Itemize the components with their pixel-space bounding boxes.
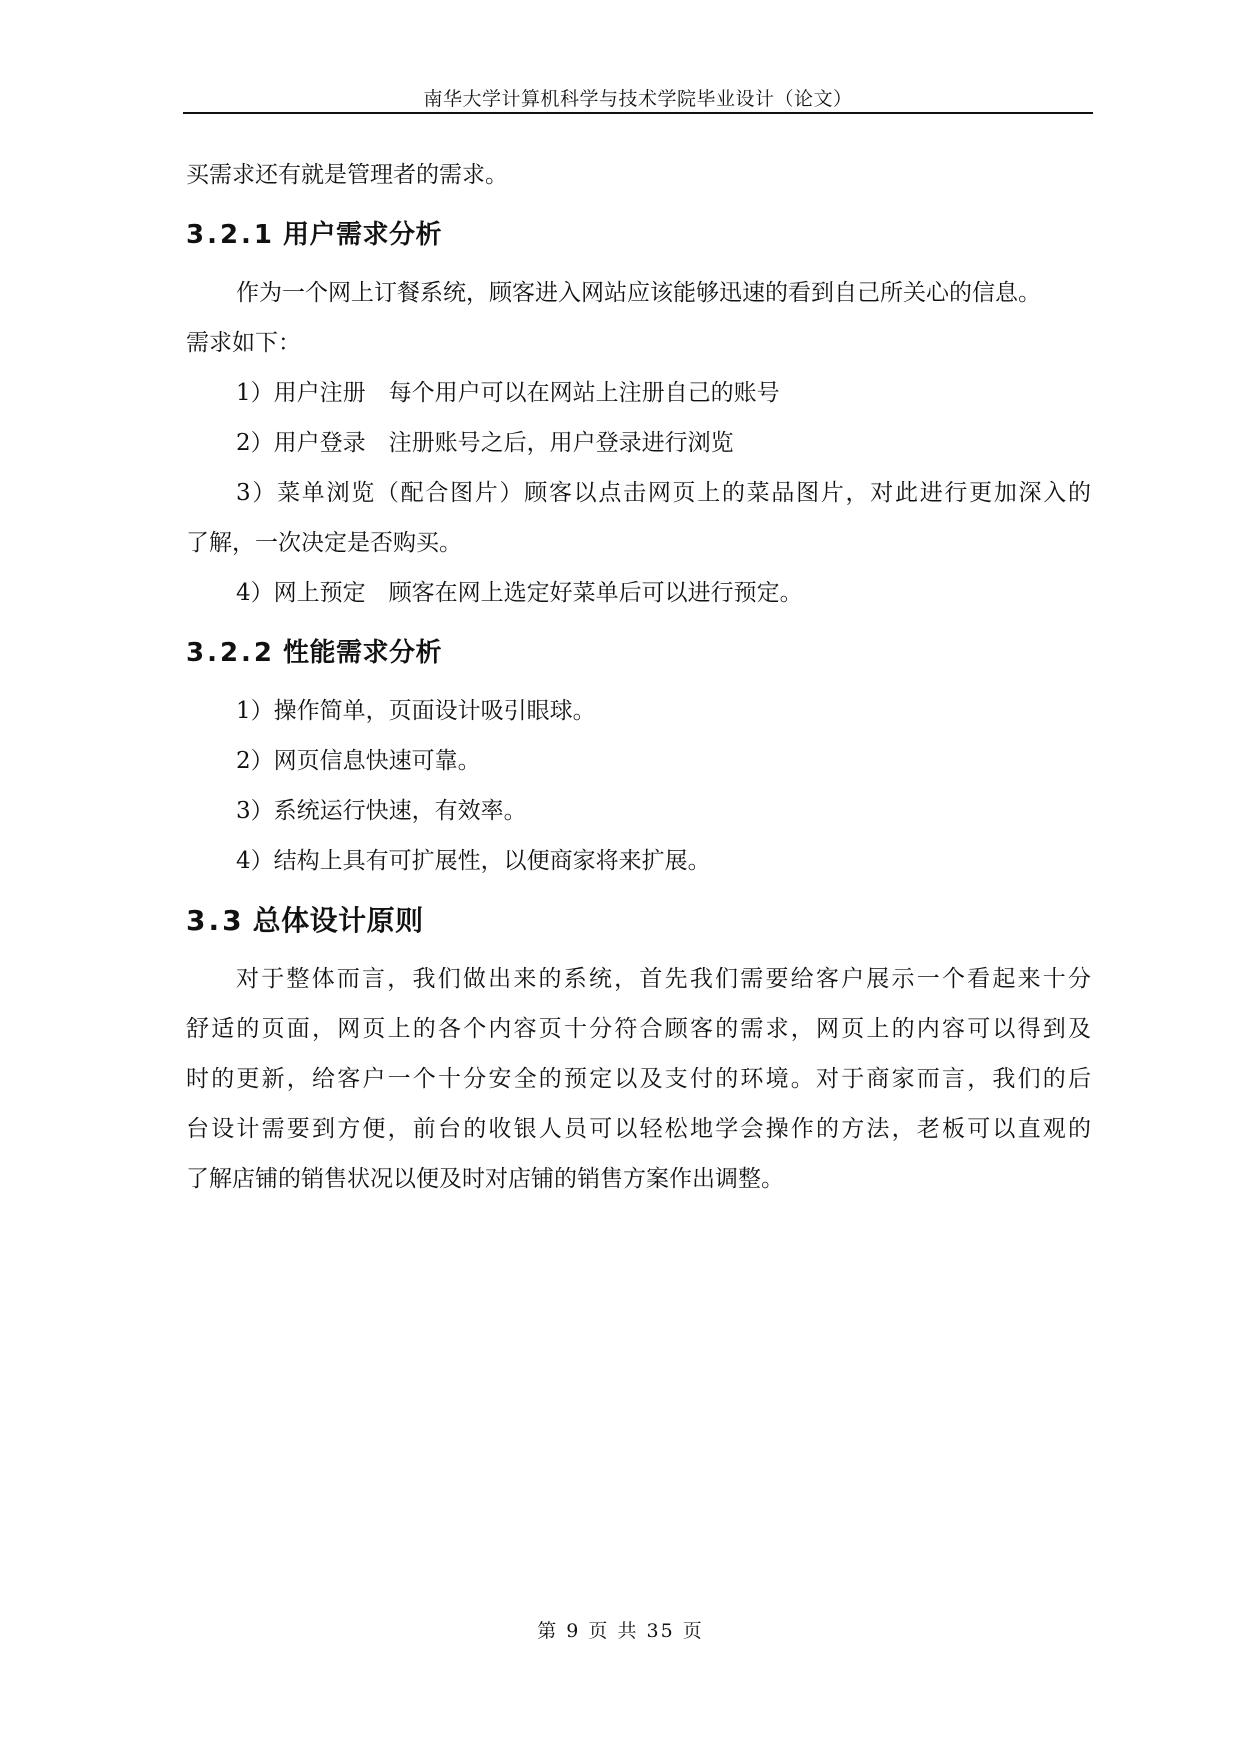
- list-item: 1）操作简单，页面设计吸引眼球。: [236, 698, 596, 724]
- paragraph-line: 对于整体而言，我们做出来的系统，首先我们需要给客户展示一个看起来十分: [236, 966, 1091, 992]
- list-item: 3）系统运行快速，有效率。: [236, 798, 527, 824]
- paragraph-line: 了解店铺的销售状况以便及时对店铺的销售方案作出调整。: [186, 1166, 784, 1192]
- paragraph-line: 作为一个网上订餐系统，顾客进入网站应该能够迅速的看到自己所关心的信息。: [236, 280, 1041, 306]
- paragraph-line: 需求如下：: [186, 330, 301, 356]
- list-item: 4）结构上具有可扩展性，以便商家将来扩展。: [236, 848, 711, 874]
- paragraph-line: 台设计需要到方便，前台的收银人员可以轻松地学会操作的方法，老板可以直观的: [186, 1116, 1091, 1142]
- section-heading-3-3: [186, 904, 424, 938]
- section-heading-3-2-1: [186, 218, 442, 252]
- running-header: 南华大学计算机科学与技术学院毕业设计（论文）: [423, 88, 853, 110]
- section-title: 用户需求分析: [283, 220, 443, 250]
- section-title: 性能需求分析: [283, 638, 443, 668]
- list-item: 3）菜单浏览（配合图片）顾客以点击网页上的菜品图片，对此进行更加深入的: [236, 480, 1091, 506]
- list-item: 2）网页信息快速可靠。: [236, 748, 481, 774]
- section-heading-3-2-2: [186, 636, 442, 670]
- list-item-continuation: 了解，一次决定是否购买。: [186, 530, 462, 556]
- page-number-footer: 第 9 页 共 35 页: [537, 1620, 704, 1642]
- list-item: 4）网上预定 顾客在网上选定好菜单后可以进行预定。: [236, 580, 803, 606]
- section-number: 3.3: [186, 904, 245, 937]
- intro-tail: 买需求还有就是管理者的需求。: [186, 162, 508, 188]
- paragraph-line: 时的更新，给客户一个十分安全的预定以及支付的环境。对于商家而言，我们的后: [186, 1066, 1091, 1092]
- paragraph-line: 舒适的页面，网页上的各个内容页十分符合顾客的需求，网页上的内容可以得到及: [186, 1016, 1091, 1042]
- section-title: 总体设计原则: [252, 904, 424, 937]
- section-number: 3.2.1: [186, 220, 276, 250]
- header-rule: [183, 112, 1093, 114]
- list-item: 2）用户登录 注册账号之后，用户登录进行浏览: [236, 430, 734, 456]
- section-number: 3.2.2: [186, 638, 276, 668]
- list-item: 1）用户注册 每个用户可以在网站上注册自己的账号: [236, 380, 780, 406]
